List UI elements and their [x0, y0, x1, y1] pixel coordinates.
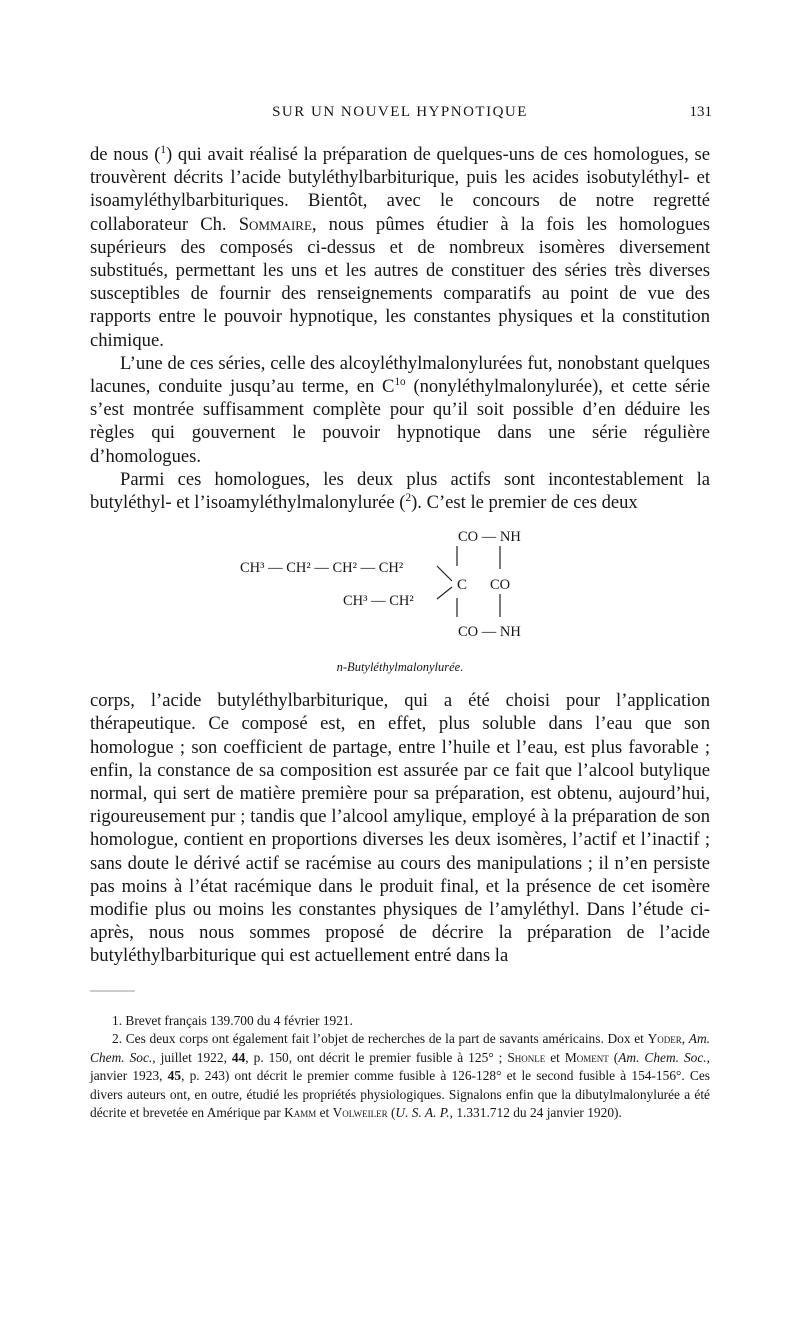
paragraphs-after-formula — [90, 689, 710, 967]
footnotes — [90, 1012, 710, 1122]
running-title: SUR UN NOUVEL HYPNOTIQUE — [272, 104, 528, 120]
footnote: 2. Ces deux corps ont également fait l’objet de recherches de la part de savants américains. Dox et Yoder, Am. Chem. Soc., juillet 1922, 44, p. 150, ont décrit le premier fusible à 125° ; Shonle et Moment (Am. Chem. Soc., janvier 1923, 45, p. 243) ont décrit le premier comme fusible à 126-128° et le second fusible à 154-156°. Ces divers auteurs ont, en outre, étudié les propriétés physiologiques. Signalons enfin que la dibutylmalonylurée a été décrite et brevetée en Amérique par Kamm et Volweiler (U. S. A. P., 1.331.712 du 24 janvier 1920). — [90, 1031, 711, 1121]
formula-caption — [90, 659, 710, 675]
formula-right-group: CO — [490, 577, 511, 594]
footnote-rule — [90, 990, 135, 992]
paragraphs-before-formula — [90, 143, 710, 514]
main-text — [90, 143, 710, 968]
formula-top-group: CO — NH — [458, 529, 521, 546]
bond-lower-diagonal — [437, 587, 452, 599]
paragraph: de nous ($^1$) qui avait réalisé la préparation de quelques-uns de ces homologues, se trouvèrent décrits l’acide butyléthylbarbiturique, puis les acides isobutyléthyl- et isoamyléthylbarbituriques. Bientôt, avec le concours de notre regretté collaborateur Ch. Sommaire, nous pûmes étudier à la fois les homologues supérieurs des composés ci-dessus et de nombreux isomères diversement substitués, permettant les uns et les autres de constituer des séries très diverses susceptibles de fournir des renseignements comparatifs au point de vue des rapports entre le pouvoir hypnotique, les constantes physiques et la constitution chimique. — [90, 143, 710, 351]
paragraph: corps, l’acide butyléthylbarbiturique, qui a été choisi pour l’application thérapeutique. Ce composé est, en effet, plus soluble dans l’eau que son homologue ; son coefficient de partage, entre l’huile et l’eau, est plus favorable ; enfin, la constance de sa composition est assurée par ce fait que l’alcool butylique normal, qui sert de matière première pour sa préparation, est obtenu, aujourd’hui, rigoureusement pur ; tandis que l’alcool amylique, employé à la préparation de son homologue, contient en proportions diverses les deux isomères, l’actif et l’inactif ; sans doute le dérivé actif se racémise au cours des manipulations ; il n’en persiste pas moins à l’état racémique dans le produit final, et la présence de cet isomère modifie plus ou moins les constantes physiques de l’amyléthyl. Dans l’étude ci-après, nous nous sommes proposé de décrire la préparation de l’acide butyléthylbarbiturique qui est actuellement entré dans la — [90, 690, 710, 967]
caption-text: -Butyléthylmalonylurée. — [342, 660, 464, 675]
page-number: 131 — [689, 104, 712, 120]
footnote: 1. Brevet français 139.700 du 4 février 1921. — [112, 1013, 353, 1028]
formula-center-carbon: C — [457, 577, 468, 594]
chemical-formula — [90, 524, 710, 659]
caption-prefix: n — [336, 660, 343, 675]
formula-ethyl-chain: CH³ — CH² — [343, 593, 414, 610]
paragraph: L’une de ces séries, celle des alcoyléthylmalonylurées fut, nonobstant quelques lacunes, conduite jusqu’au terme, en $C^{1o}$ (nonyléthylmalonylurée), et cette série s’est montrée suffisamment complète pour qu’il soit possible d’en déduire les règles qui gouvernent le pouvoir hypnotique dans une série régulière d’homologues. — [90, 352, 710, 467]
paragraph: Parmi ces homologues, les deux plus actifs sont incontestablement la butyléthyl- et l’isoamyléthylmalonylurée ($^2$). C’est le premier de ces deux — [90, 468, 710, 514]
running-header — [90, 104, 710, 128]
formula-main-chain: CH³ — CH² — CH² — CH² — [240, 560, 404, 577]
formula-bottom-group: CO — NH — [458, 624, 521, 641]
formula-bonds — [90, 524, 710, 659]
bond-upper-diagonal — [437, 566, 452, 581]
